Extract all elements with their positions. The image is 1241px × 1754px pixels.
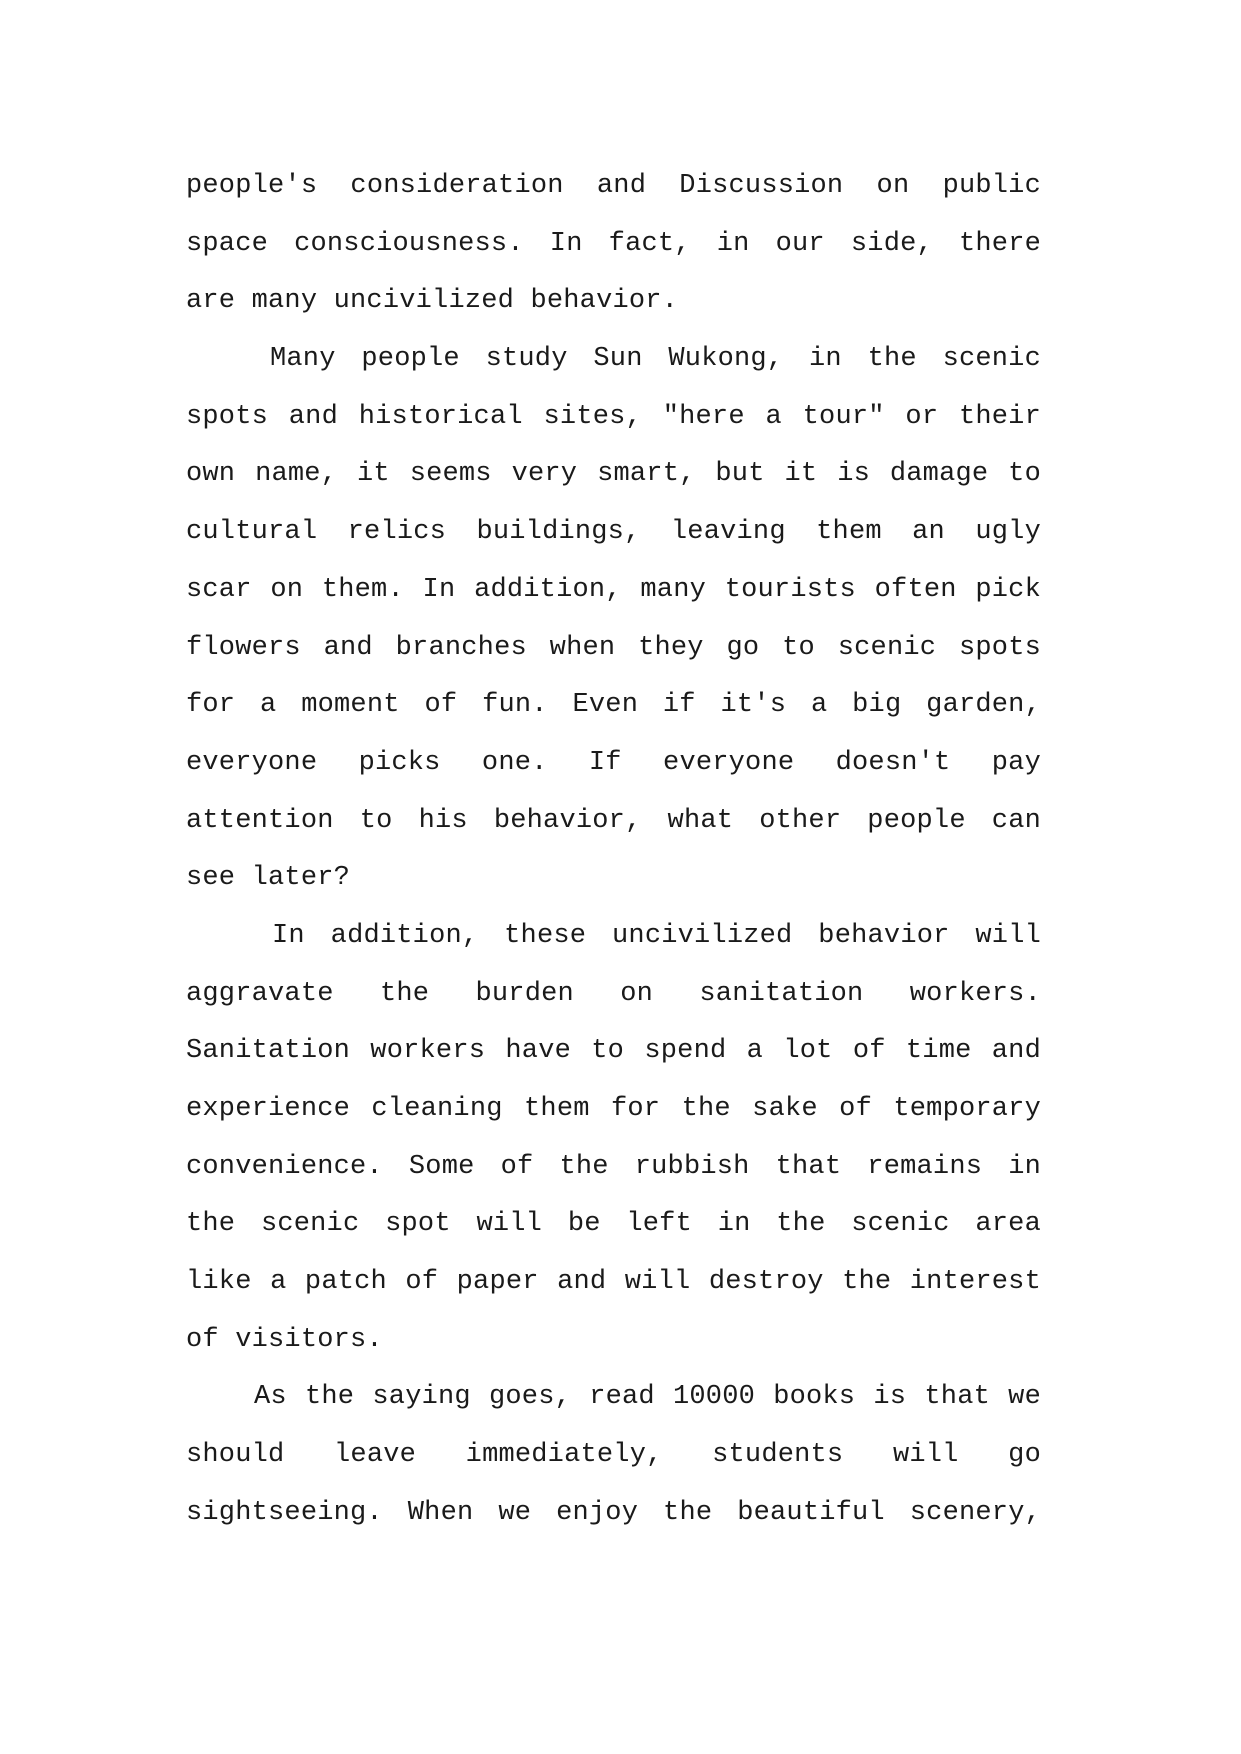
line-text: spots and historical sites, "here a tour" or their (186, 401, 1041, 432)
line-text: people's consideration and Discussion on public (186, 171, 1041, 201)
text-line (186, 510, 1041, 568)
text-line (186, 799, 1041, 857)
line-text: attention to his behavior, what other people can (186, 805, 1041, 836)
text-line (186, 279, 1041, 337)
text-line (186, 1202, 1041, 1260)
line-text: should leave immediately, students will go (186, 1440, 1041, 1471)
line-text: In addition, these uncivilized behavior will (272, 920, 1041, 951)
text-line (186, 856, 1041, 914)
line-text: everyone picks one. If everyone doesn't pay (186, 747, 1041, 778)
text-line (186, 568, 1041, 626)
line-text: As the saying goes, read 10000 books is that we (254, 1382, 1041, 1413)
text-line (186, 972, 1041, 1030)
line-text: scar on them. In addition, many tourists often pick (186, 574, 1041, 605)
line-text: cultural relics buildings, leaving them an ugly (186, 517, 1041, 548)
text-line (186, 741, 1041, 799)
text-line (186, 452, 1041, 510)
line-text: the scenic spot will be left in the scenic area (186, 1209, 1041, 1240)
line-text: aggravate the burden on sanitation workers. (186, 978, 1041, 1009)
text-line (186, 395, 1041, 453)
line-text: like a patch of paper and will destroy the interest (186, 1267, 1041, 1298)
text-line (186, 164, 1041, 222)
text-line (186, 1318, 1041, 1376)
line-text: for a moment of fun. Even if it's a big garden, (186, 690, 1041, 721)
line-text: are many uncivilized behavior. (186, 286, 679, 317)
text-line (186, 1260, 1041, 1318)
text-line (186, 337, 1041, 395)
line-text: see later? (186, 863, 351, 894)
line-text: convenience. Some of the rubbish that remains in (186, 1151, 1041, 1182)
text-line (186, 1029, 1041, 1087)
line-text: sightseeing. When we enjoy the beautiful scenery, (186, 1497, 1041, 1528)
body-text (186, 164, 1041, 1549)
line-text: space consciousness. In fact, in our side, there (186, 228, 1041, 259)
text-line (186, 1087, 1041, 1145)
line-text: Sanitation workers have to spend a lot of time and (186, 1036, 1041, 1067)
line-text: of visitors. (186, 1324, 383, 1355)
text-line (186, 1145, 1041, 1203)
text-line (186, 914, 1041, 972)
text-line (186, 222, 1041, 280)
line-text: flowers and branches when they go to scenic spots (186, 632, 1041, 663)
text-line (186, 683, 1041, 741)
line-text: own name, it seems very smart, but it is damage to (186, 459, 1041, 490)
text-line (186, 1375, 1041, 1433)
text-line (186, 1433, 1041, 1491)
line-text: experience cleaning them for the sake of temporary (186, 1094, 1041, 1124)
line-text: Many people study Sun Wukong, in the scenic (270, 344, 1041, 375)
text-line (186, 1491, 1041, 1549)
text-line (186, 626, 1041, 684)
